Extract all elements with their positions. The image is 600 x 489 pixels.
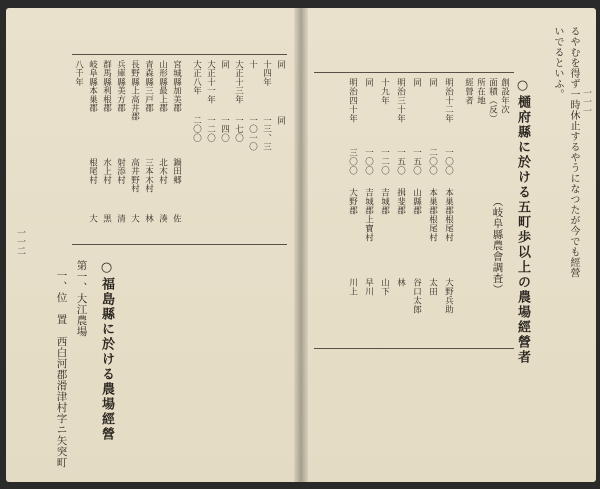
table-row: 川上 bbox=[347, 278, 358, 296]
table-column: 群馬縣利根郡 bbox=[101, 60, 112, 113]
table-row: 本巣郡根尾村 bbox=[427, 188, 438, 242]
table-column: 鍋田郷 bbox=[171, 158, 182, 185]
page-heading: ○樋府縣に於ける五町歩以上の農場經營者 bbox=[515, 78, 530, 365]
table-row: 一五〇 bbox=[395, 148, 406, 175]
table-column: 一二〇 bbox=[205, 116, 216, 143]
table-column: 山形縣最上郡 bbox=[157, 60, 168, 113]
table-header-cell: 創設年次 bbox=[499, 78, 510, 114]
table-row: 吉城郡上寶村 bbox=[363, 188, 374, 242]
table-column: 林 bbox=[143, 214, 154, 223]
section-subheading: 第一、大江農場 bbox=[75, 260, 88, 337]
left-top-table bbox=[6, 8, 302, 244]
table-column: 根尾村 bbox=[87, 158, 98, 185]
table-row: 一五〇 bbox=[411, 148, 422, 175]
section-heading: ○福島縣に於ける農場經營 bbox=[99, 260, 114, 442]
table-column: 大 bbox=[129, 214, 140, 223]
table-column: 岐阜縣本巣郡 bbox=[87, 60, 98, 113]
page-number: 一一一 bbox=[581, 88, 591, 115]
left-page bbox=[6, 8, 302, 482]
table-row: 明治十二年 bbox=[443, 78, 454, 123]
table-column: 宮城縣加美郡 bbox=[171, 60, 182, 113]
table-row: 一〇〇 bbox=[443, 148, 454, 175]
table-row: 揖斐郡 bbox=[395, 188, 406, 215]
table-row: 二〇〇 bbox=[427, 148, 438, 175]
table-column: 兵庫縣美方郡 bbox=[115, 60, 126, 113]
table-header-cell: 所在地 bbox=[475, 78, 486, 105]
table-column: 湊 bbox=[157, 214, 168, 223]
table-column: 十四年 bbox=[261, 60, 272, 87]
table-row: 山下 bbox=[379, 278, 390, 296]
page-number: 一一二 bbox=[15, 228, 25, 255]
table-row: 大野郡 bbox=[347, 188, 358, 215]
table-row: 同 bbox=[411, 78, 422, 87]
table-column: 青森縣三戸郡 bbox=[143, 60, 154, 113]
table-row: 三〇〇 bbox=[347, 148, 358, 175]
table-row: 同 bbox=[427, 78, 438, 87]
table-row: 同 bbox=[363, 78, 374, 87]
table-column: 大正十一年 bbox=[205, 60, 216, 104]
heading-note: （岐阜縣農會調査） bbox=[491, 196, 504, 295]
table-column: 八千年 bbox=[73, 60, 84, 87]
table-row: 本巣郡根尾村 bbox=[443, 188, 454, 242]
location-item: 一、位 置 西白河郡滑津村字ニ矢突町 bbox=[55, 270, 68, 468]
table-header-cell: 經營者 bbox=[463, 78, 474, 105]
table-column: 十 bbox=[247, 60, 258, 69]
table-column: 一三、三 bbox=[261, 116, 272, 151]
table-column: 射添村 bbox=[115, 158, 126, 185]
table-column: 同 bbox=[219, 60, 230, 69]
table-column: 高井野村 bbox=[129, 158, 140, 193]
table-row: 早川 bbox=[363, 278, 374, 296]
table-column: 同 bbox=[275, 116, 286, 125]
table-row: 一二〇 bbox=[379, 148, 390, 175]
book-gutter bbox=[294, 8, 308, 482]
table-row: 明治三十年 bbox=[395, 78, 406, 123]
table-column: 黒 bbox=[101, 214, 112, 223]
table-row: 吉城郡 bbox=[379, 188, 390, 215]
table-column: 一七〇 bbox=[233, 116, 244, 143]
table-column: 三本木村 bbox=[143, 158, 154, 193]
table-row: 明治四十年 bbox=[347, 78, 358, 123]
table-column: 北木村 bbox=[157, 158, 168, 185]
table-column: 一〇一〇 bbox=[247, 116, 258, 151]
table-column: 清 bbox=[115, 214, 126, 223]
table-column: 大正十三年 bbox=[233, 60, 244, 104]
table-column: 水上村 bbox=[101, 158, 112, 185]
table-row: 谷口太郎 bbox=[411, 278, 422, 314]
intro-line: るやむを得ず一時休止するやうになつたが今でも經營 bbox=[568, 26, 579, 278]
table-column: 佐 bbox=[171, 214, 182, 223]
table-column: 大 bbox=[87, 214, 98, 223]
table-header-cell: 面積（反） bbox=[487, 78, 498, 123]
right-page bbox=[302, 8, 596, 482]
intro-line: いでるといふ。 bbox=[552, 26, 563, 100]
table-column: 一四〇 bbox=[219, 116, 230, 143]
table-row: 太田 bbox=[427, 278, 438, 296]
table-row: 十九年 bbox=[379, 78, 390, 105]
table-row: 大野兵助 bbox=[443, 278, 454, 314]
table-column: 二〇〇 bbox=[191, 116, 202, 143]
table-row: 山縣郡 bbox=[411, 188, 422, 215]
table-row: 林 bbox=[395, 278, 406, 287]
table-column: 同 bbox=[275, 60, 286, 69]
table-row: 一〇〇 bbox=[363, 148, 374, 175]
table-column: 長野縣上高井郡 bbox=[129, 60, 140, 121]
table-column: 大正八年 bbox=[191, 60, 202, 95]
